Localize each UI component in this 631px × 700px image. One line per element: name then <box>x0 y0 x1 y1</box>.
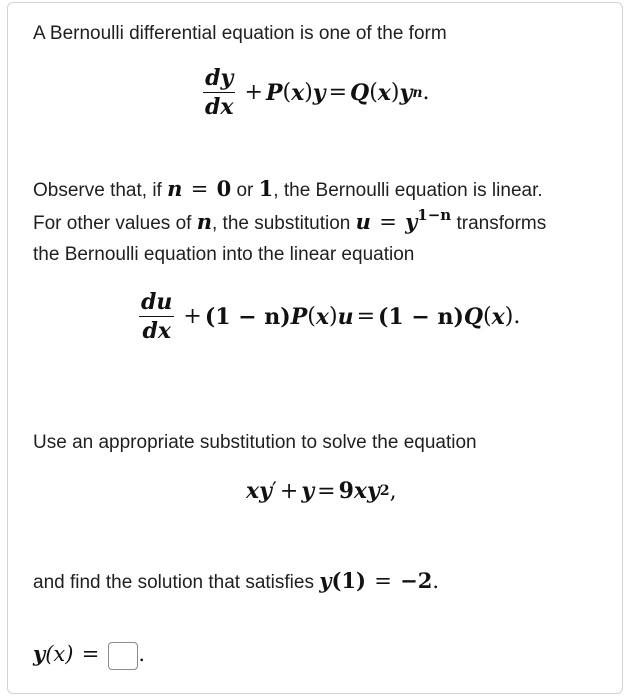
fraction-denominator: dx <box>142 318 171 344</box>
linear-equation: $\frac{du}{dx}$ + (1 − n) P ( x ) u = (1 − n) Q ( x ) . <box>141 289 521 344</box>
y-variable: y <box>399 79 413 106</box>
task-text <box>33 427 477 459</box>
equals-sign: = <box>374 569 392 593</box>
prime-mark: ′ <box>271 478 277 504</box>
fraction-numerator: dy <box>205 65 234 91</box>
q-function: Q <box>350 79 370 106</box>
one-value: 1 <box>258 176 274 201</box>
plus-sign: + <box>244 80 263 105</box>
task-sentence: Use an appropriate substitution to solve the equation <box>33 432 477 453</box>
comma: , <box>389 478 397 504</box>
observe-text: For other values of <box>33 213 192 234</box>
intro-sentence: A Bernoulli differential equation is one of the form <box>33 23 447 44</box>
plus-sign: + <box>279 478 299 504</box>
y-variable: y <box>367 478 380 504</box>
zero-value: 0 <box>216 176 232 201</box>
condition-sentence: and find the solution that satisfies <box>33 572 314 593</box>
one-minus-n: (1 − n) <box>204 303 291 330</box>
period: . <box>422 80 430 105</box>
y-variable: y <box>319 568 332 593</box>
observe-line-1: Observe that, if n = 0 or 1, the Bernoulli equation is linear. <box>33 176 543 201</box>
initial-argument: (1) <box>331 568 366 593</box>
n-variable: n <box>196 209 212 234</box>
period: . <box>432 569 440 593</box>
plus-sign: + <box>183 304 202 329</box>
observe-line-3 <box>33 239 414 271</box>
one-minus-n: (1 − n) <box>378 303 464 330</box>
intro-text <box>33 18 447 50</box>
derivative-fraction <box>139 290 174 343</box>
n-variable: n <box>167 176 183 201</box>
initial-value: −2 <box>400 568 433 593</box>
or-text: or <box>236 180 254 201</box>
y-variable: y <box>405 209 418 234</box>
x-variable: x <box>491 303 505 330</box>
y-variable: y <box>301 478 315 504</box>
observe-text: transforms <box>456 213 547 234</box>
x-variable: x <box>353 478 368 504</box>
u-variable: u <box>355 209 371 234</box>
u-variable: u <box>337 303 354 330</box>
x-variable: x <box>246 478 260 504</box>
equals-sign: = <box>356 304 375 329</box>
given-equation: x y ′ + y = 9 x y 2 , <box>246 478 397 504</box>
derivative-fraction <box>203 66 236 119</box>
fraction-numerator: du <box>141 289 173 315</box>
equals-sign: = <box>328 80 348 105</box>
observe-text: Observe that, if <box>33 180 162 201</box>
x-variable: x <box>315 303 329 330</box>
x-variable: x <box>377 79 391 106</box>
observe-text: the Bernoulli equation into the linear equation <box>33 244 415 265</box>
equals-sign: = <box>317 478 336 504</box>
observe-line-2: For other values of n, the substitution $u = y^{1-n}$ transforms <box>33 206 547 234</box>
coefficient: 9 <box>338 478 354 504</box>
period: . <box>513 304 521 329</box>
y-variable: y <box>259 478 272 504</box>
equals-sign: = <box>81 642 100 666</box>
y-variable: y <box>312 79 326 106</box>
x-argument: (x) <box>45 642 74 666</box>
answer-input-box[interactable] <box>108 642 138 670</box>
condition-text <box>33 565 439 599</box>
p-function: P <box>265 79 283 106</box>
observe-text: , the substitution <box>211 213 351 234</box>
substitution-exponent: 1−n <box>417 206 452 224</box>
y-variable: y <box>33 641 46 666</box>
bernoulli-equation: $\frac{dy}{dx}$ + P ( x ) y = Q ( x ) y n . <box>205 65 430 120</box>
q-function: Q <box>463 303 484 330</box>
answer-line <box>33 638 145 672</box>
p-function: P <box>290 303 308 330</box>
fraction-denominator: dx <box>205 94 234 120</box>
x-variable: x <box>291 79 305 106</box>
observe-text: , the Bernoulli equation is linear. <box>273 180 543 201</box>
period: . <box>138 642 146 666</box>
